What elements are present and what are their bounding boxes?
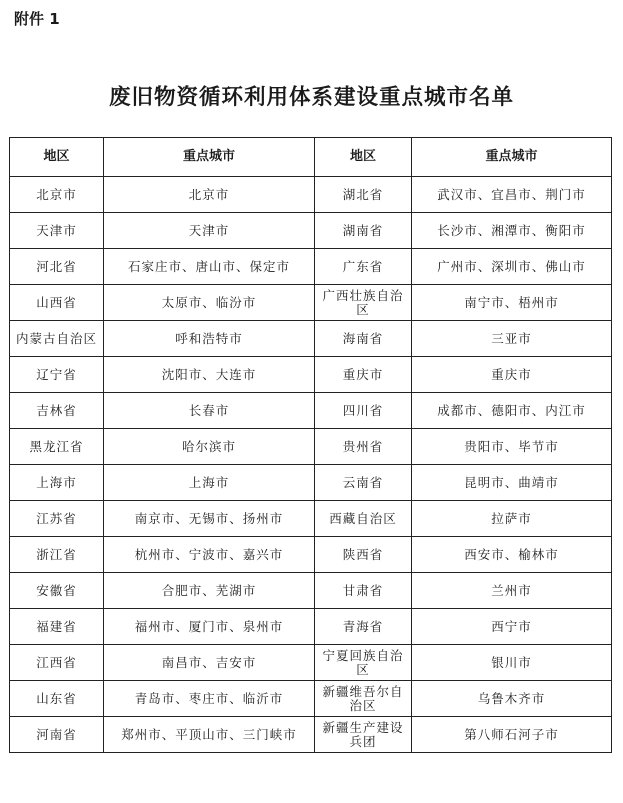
cities-cell: 重庆市 bbox=[412, 357, 612, 393]
table-body bbox=[10, 177, 612, 753]
region-cell: 江苏省 bbox=[10, 501, 104, 537]
table-row bbox=[10, 177, 612, 213]
cities-cell: 南昌市、吉安市 bbox=[104, 645, 315, 681]
cities-cell: 郑州市、平顶山市、三门峡市 bbox=[104, 717, 315, 753]
table-row bbox=[10, 717, 612, 753]
cities-cell: 南京市、无锡市、扬州市 bbox=[104, 501, 315, 537]
cities-cell: 银川市 bbox=[412, 645, 612, 681]
table-row bbox=[10, 249, 612, 285]
document-title: 废旧物资循环利用体系建设重点城市名单 bbox=[108, 85, 514, 110]
cities-cell: 北京市 bbox=[104, 177, 315, 213]
cities-cell: 长沙市、湘潭市、衡阳市 bbox=[412, 213, 612, 249]
cities-cell: 沈阳市、大连市 bbox=[104, 357, 315, 393]
region-cell: 湖北省 bbox=[315, 177, 412, 213]
region-cell: 江西省 bbox=[10, 645, 104, 681]
table-row bbox=[10, 501, 612, 537]
region-cell: 广东省 bbox=[315, 249, 412, 285]
cities-cell: 天津市 bbox=[104, 213, 315, 249]
region-cell: 湖南省 bbox=[315, 213, 412, 249]
cities-cell: 杭州市、宁波市、嘉兴市 bbox=[104, 537, 315, 573]
table-row bbox=[10, 537, 612, 573]
table-row bbox=[10, 465, 612, 501]
region-cell: 安徽省 bbox=[10, 573, 104, 609]
header-cities-left: 重点城市 bbox=[104, 138, 315, 177]
cities-cell: 上海市 bbox=[104, 465, 315, 501]
table-row bbox=[10, 393, 612, 429]
region-cell: 宁夏回族自治区 bbox=[315, 645, 412, 681]
region-cell: 贵州省 bbox=[315, 429, 412, 465]
cities-cell: 成都市、德阳市、内江市 bbox=[412, 393, 612, 429]
region-cell: 新疆生产建设兵团 bbox=[315, 717, 412, 753]
region-cell: 山西省 bbox=[10, 285, 104, 321]
region-cell: 青海省 bbox=[315, 609, 412, 645]
table-row bbox=[10, 681, 612, 717]
table-row bbox=[10, 213, 612, 249]
cities-cell: 拉萨市 bbox=[412, 501, 612, 537]
cities-cell: 福州市、厦门市、泉州市 bbox=[104, 609, 315, 645]
cities-cell: 第八师石河子市 bbox=[412, 717, 612, 753]
region-cell: 海南省 bbox=[315, 321, 412, 357]
cities-cell: 乌鲁木齐市 bbox=[412, 681, 612, 717]
region-cell: 山东省 bbox=[10, 681, 104, 717]
region-cell: 河北省 bbox=[10, 249, 104, 285]
table-row bbox=[10, 573, 612, 609]
region-cell: 四川省 bbox=[315, 393, 412, 429]
table-row bbox=[10, 357, 612, 393]
region-cell: 新疆维吾尔自治区 bbox=[315, 681, 412, 717]
region-cell: 北京市 bbox=[10, 177, 104, 213]
cities-cell: 西安市、榆林市 bbox=[412, 537, 612, 573]
region-cell: 上海市 bbox=[10, 465, 104, 501]
header-cities-right: 重点城市 bbox=[412, 138, 612, 177]
cities-cell: 青岛市、枣庄市、临沂市 bbox=[104, 681, 315, 717]
cities-cell: 武汉市、宜昌市、荆门市 bbox=[412, 177, 612, 213]
region-cell: 甘肃省 bbox=[315, 573, 412, 609]
cities-cell: 南宁市、梧州市 bbox=[412, 285, 612, 321]
region-cell: 浙江省 bbox=[10, 537, 104, 573]
cities-cell: 兰州市 bbox=[412, 573, 612, 609]
table-header-row bbox=[10, 138, 612, 177]
cities-cell: 三亚市 bbox=[412, 321, 612, 357]
table-row bbox=[10, 645, 612, 681]
region-cell: 河南省 bbox=[10, 717, 104, 753]
attachment-label: 附件 1 bbox=[14, 10, 60, 28]
cities-cell: 呼和浩特市 bbox=[104, 321, 315, 357]
region-cell: 陕西省 bbox=[315, 537, 412, 573]
header-region-left: 地区 bbox=[10, 138, 104, 177]
cities-cell: 哈尔滨市 bbox=[104, 429, 315, 465]
header-region-right: 地区 bbox=[315, 138, 412, 177]
table-row bbox=[10, 285, 612, 321]
region-cell: 西藏自治区 bbox=[315, 501, 412, 537]
cities-cell: 西宁市 bbox=[412, 609, 612, 645]
region-cell: 云南省 bbox=[315, 465, 412, 501]
region-cell: 内蒙古自治区 bbox=[10, 321, 104, 357]
cities-cell: 合肥市、芜湖市 bbox=[104, 573, 315, 609]
cities-cell: 昆明市、曲靖市 bbox=[412, 465, 612, 501]
cities-cell: 太原市、临汾市 bbox=[104, 285, 315, 321]
region-cell: 黑龙江省 bbox=[10, 429, 104, 465]
region-cell: 天津市 bbox=[10, 213, 104, 249]
table-row bbox=[10, 609, 612, 645]
cities-cell: 石家庄市、唐山市、保定市 bbox=[104, 249, 315, 285]
region-cell: 广西壮族自治区 bbox=[315, 285, 412, 321]
cities-cell: 长春市 bbox=[104, 393, 315, 429]
cities-cell: 广州市、深圳市、佛山市 bbox=[412, 249, 612, 285]
key-cities-table bbox=[9, 137, 612, 753]
cities-cell: 贵阳市、毕节市 bbox=[412, 429, 612, 465]
table-row bbox=[10, 321, 612, 357]
region-cell: 辽宁省 bbox=[10, 357, 104, 393]
region-cell: 吉林省 bbox=[10, 393, 104, 429]
region-cell: 重庆市 bbox=[315, 357, 412, 393]
table-row bbox=[10, 429, 612, 465]
region-cell: 福建省 bbox=[10, 609, 104, 645]
